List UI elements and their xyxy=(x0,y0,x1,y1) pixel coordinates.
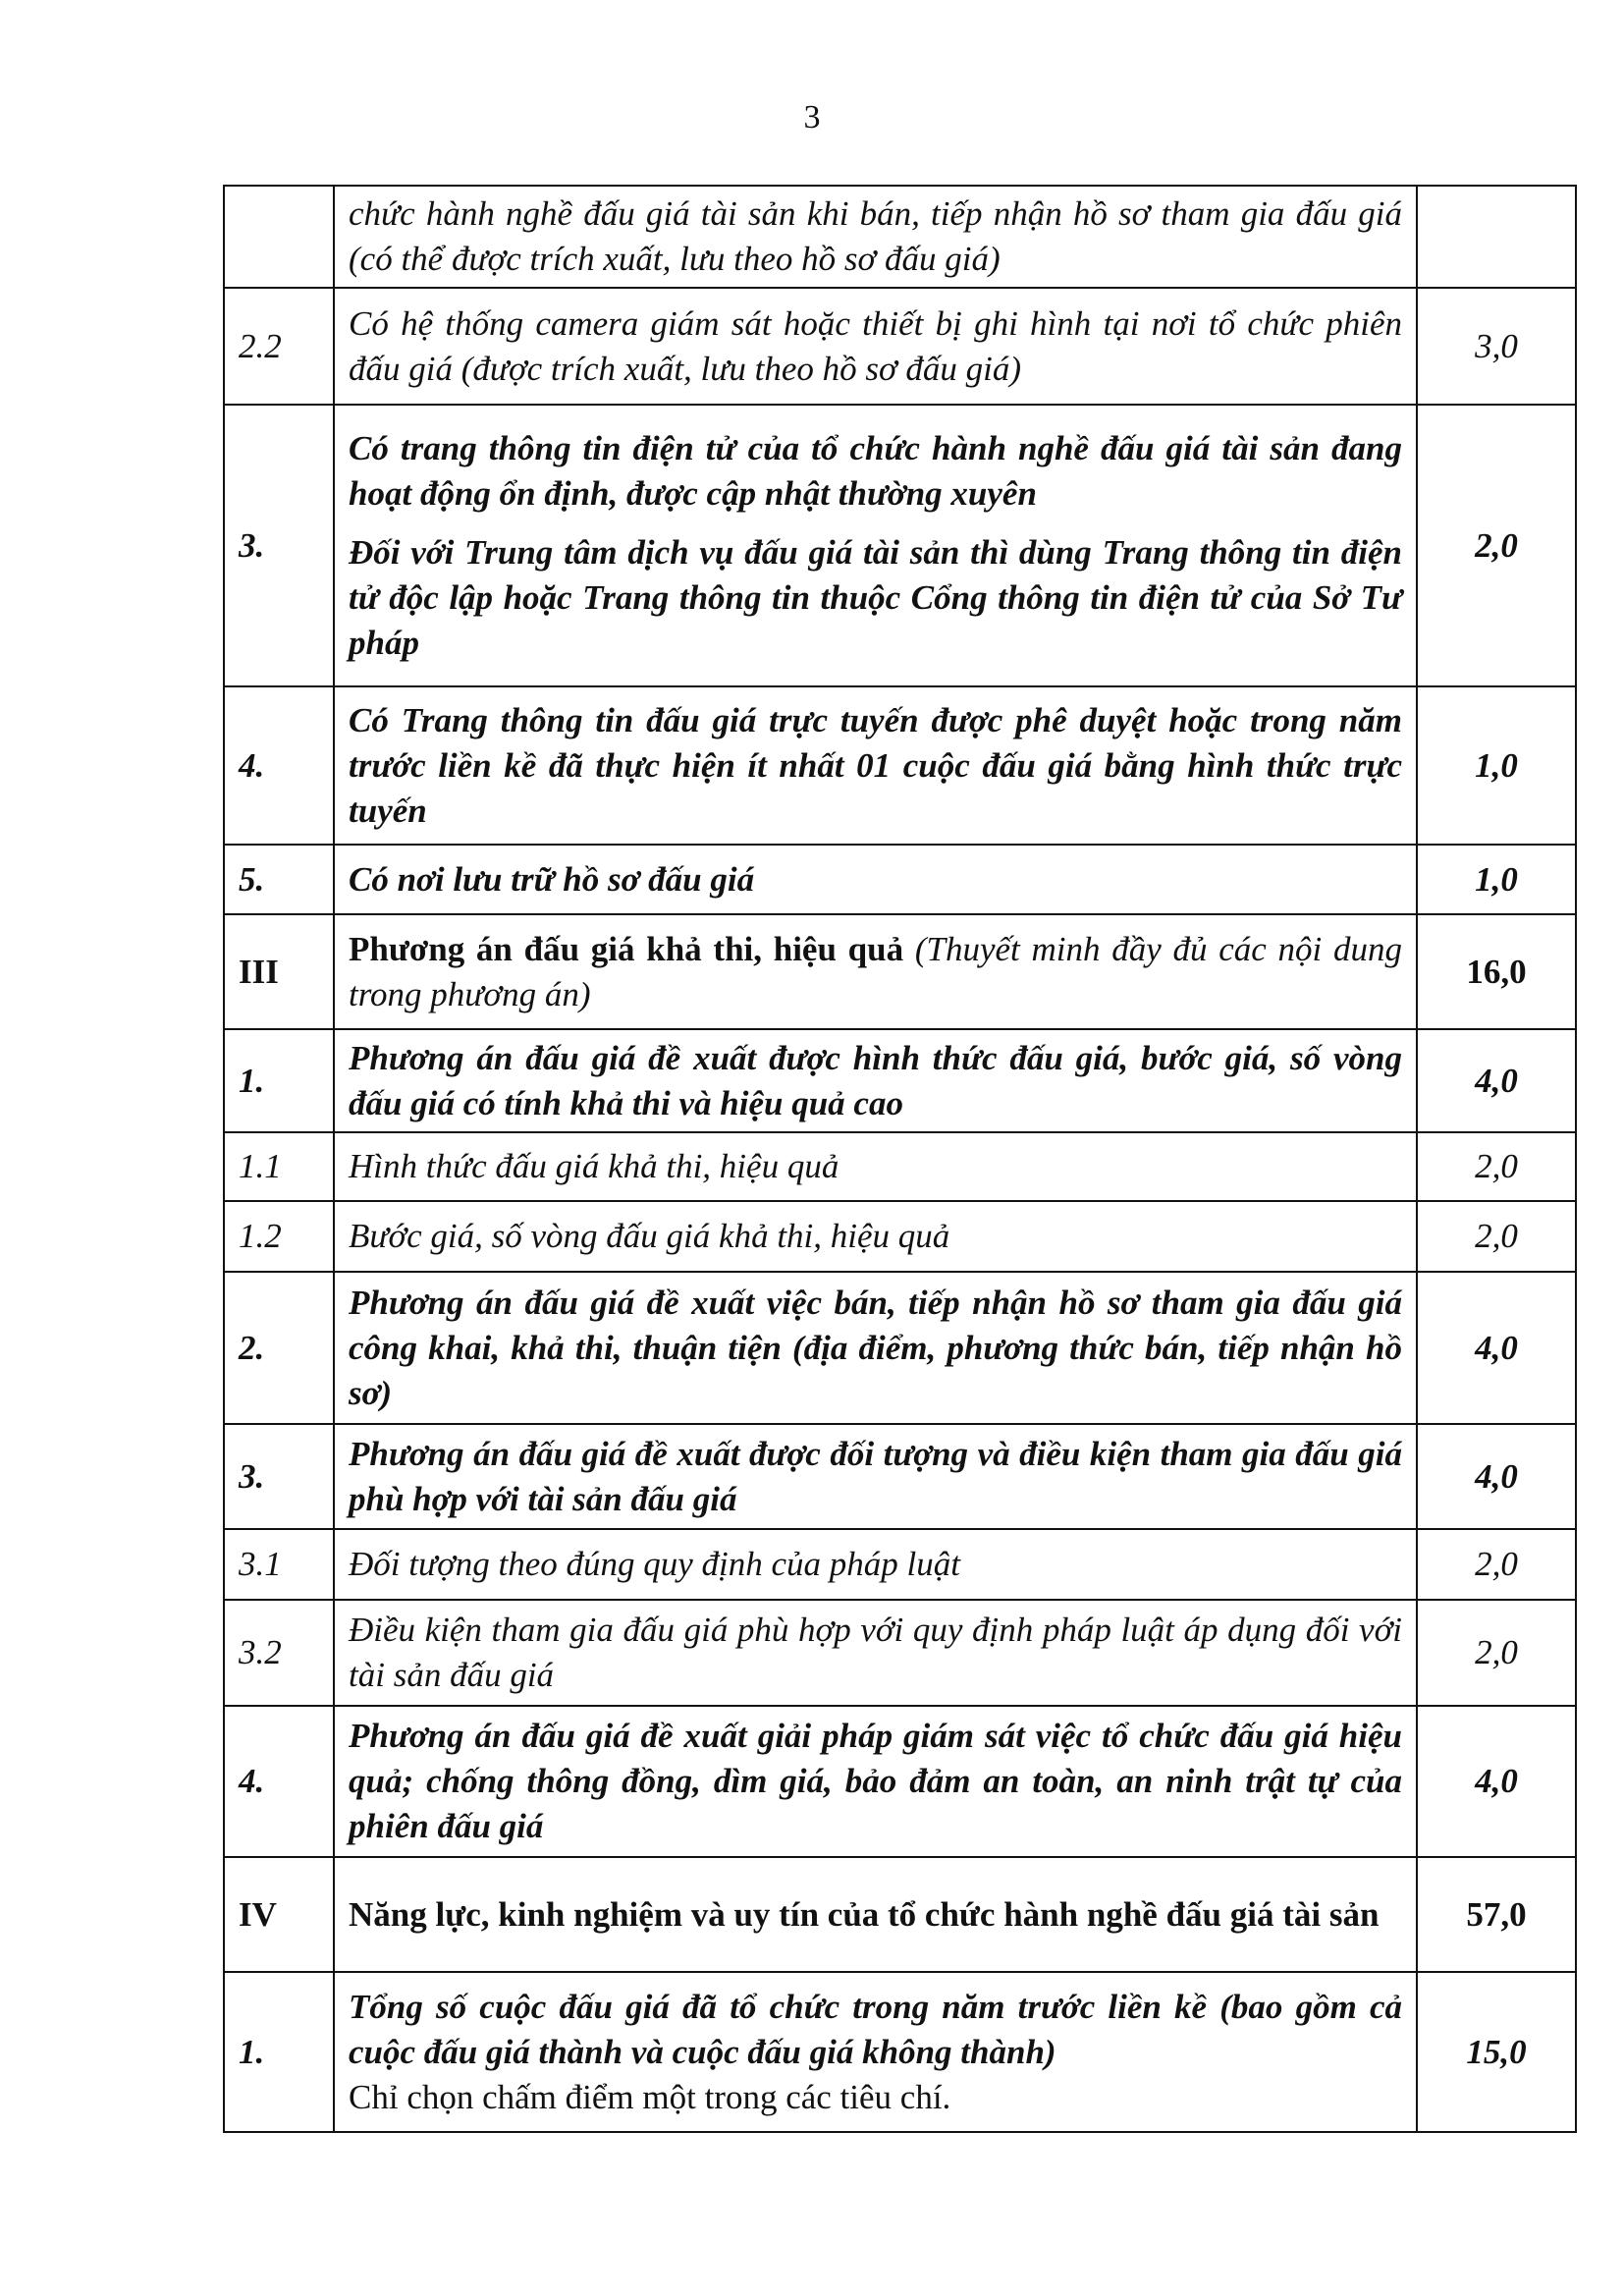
row-score: 2,0 xyxy=(1417,1600,1576,1706)
table-row xyxy=(224,914,1576,1029)
row-score: 2,0 xyxy=(1417,1529,1576,1600)
table-row xyxy=(224,1857,1576,1972)
row-number: 3.2 xyxy=(224,1600,334,1706)
row-description: Có Trang thông tin đấu giá trực tuyến được phê duyệt hoặc trong năm trước liền kề đã thực hiện ít nhất 01 cuộc đấu giá bằng hình thức trực tuyến xyxy=(334,686,1417,845)
row-description: Bước giá, số vòng đấu giá khả thi, hiệu quả xyxy=(334,1201,1417,1272)
table-row xyxy=(224,288,1576,405)
table-row xyxy=(224,186,1576,288)
criteria-table xyxy=(223,185,1577,2133)
row-description-main: Có trang thông tin điện tử của tổ chức hành nghề đấu giá tài sản đang hoạt động ổn định, được cập nhật thường xuyên xyxy=(349,428,1402,513)
row-score: 1,0 xyxy=(1417,686,1576,845)
row-number: 1. xyxy=(224,1972,334,2132)
row-number: III xyxy=(224,914,334,1029)
table-row xyxy=(224,1201,1576,1272)
table-row xyxy=(224,1529,1576,1600)
row-score: 57,0 xyxy=(1417,1857,1576,1972)
row-score: 2,0 xyxy=(1417,1132,1576,1201)
row-description: Phương án đấu giá đề xuất giải pháp giám sát việc tổ chức đấu giá hiệu quả; chống thông đồng, dìm giá, bảo đảm an toàn, an ninh trật tự của phiên đấu giá xyxy=(334,1706,1417,1857)
row-number: 3.1 xyxy=(224,1529,334,1600)
row-description: chức hành nghề đấu giá tài sản khi bán, tiếp nhận hồ sơ tham gia đấu giá (có thể được trích xuất, lưu theo hồ sơ đấu giá) xyxy=(334,186,1417,288)
row-score: 15,0 xyxy=(1417,1972,1576,2132)
row-score: 1,0 xyxy=(1417,845,1576,914)
table-row xyxy=(224,1424,1576,1529)
table-row xyxy=(224,1272,1576,1424)
row-score: 4,0 xyxy=(1417,1706,1576,1857)
row-description: Phương án đấu giá đề xuất được đối tượng và điều kiện tham gia đấu giá phù hợp với tài sản đấu giá xyxy=(334,1424,1417,1529)
row-description: Năng lực, kinh nghiệm và uy tín của tổ chức hành nghề đấu giá tài sản xyxy=(334,1857,1417,1972)
row-score: 4,0 xyxy=(1417,1424,1576,1529)
row-number: 1.1 xyxy=(224,1132,334,1201)
row-number: 3. xyxy=(224,1424,334,1529)
row-number: 4. xyxy=(224,1706,334,1857)
row-number: 1. xyxy=(224,1029,334,1132)
table-row xyxy=(224,686,1576,845)
row-description: Có hệ thống camera giám sát hoặc thiết bị ghi hình tại nơi tổ chức phiên đấu giá (được trích xuất, lưu theo hồ sơ đấu giá) xyxy=(334,288,1417,405)
row-score: 3,0 xyxy=(1417,288,1576,405)
row-description xyxy=(334,914,1417,1029)
row-number: 1.2 xyxy=(224,1201,334,1272)
row-description-main: Tổng số cuộc đấu giá đã tổ chức trong năm trước liền kề (bao gồm cả cuộc đấu giá thành và cuộc đấu giá không thành) xyxy=(349,1987,1402,2071)
table-row xyxy=(224,1706,1576,1857)
row-description: Hình thức đấu giá khả thi, hiệu quả xyxy=(334,1132,1417,1201)
row-number: IV xyxy=(224,1857,334,1972)
row-description-note: Chỉ chọn chấm điểm một trong các tiêu chí. xyxy=(349,2077,951,2116)
row-description: Có nơi lưu trữ hồ sơ đấu giá xyxy=(334,845,1417,914)
table-row xyxy=(224,1600,1576,1706)
row-number: 4. xyxy=(224,686,334,845)
table-row xyxy=(224,1029,1576,1132)
row-score xyxy=(1417,186,1576,288)
row-description-note: Đối với Trung tâm dịch vụ đấu giá tài sản thì dùng Trang thông tin điện tử độc lập hoặc Trang thông tin thuộc Cổng thông tin điện tử của Sở Tư pháp xyxy=(349,532,1402,662)
table-row xyxy=(224,405,1576,686)
row-number: 3. xyxy=(224,405,334,686)
row-number: 5. xyxy=(224,845,334,914)
row-description: Điều kiện tham gia đấu giá phù hợp với quy định pháp luật áp dụng đối với tài sản đấu giá xyxy=(334,1600,1417,1706)
row-number: 2.2 xyxy=(224,288,334,405)
row-description-note: (Thuyết minh đầy đủ các nội dung trong phương án) xyxy=(349,929,1402,1013)
row-description: Phương án đấu giá đề xuất được hình thức đấu giá, bước giá, số vòng đấu giá có tính khả thi và hiệu quả cao xyxy=(334,1029,1417,1132)
table-row xyxy=(224,845,1576,914)
row-number: 2. xyxy=(224,1272,334,1424)
row-description: Phương án đấu giá đề xuất việc bán, tiếp nhận hồ sơ tham gia đấu giá công khai, khả thi, thuận tiện (địa điểm, phương thức bán, tiếp nhận hồ sơ) xyxy=(334,1272,1417,1424)
row-score: 4,0 xyxy=(1417,1029,1576,1132)
row-description: Đối tượng theo đúng quy định của pháp luật xyxy=(334,1529,1417,1600)
row-description xyxy=(334,1972,1417,2132)
page-number: 3 xyxy=(803,99,821,136)
row-score: 4,0 xyxy=(1417,1272,1576,1424)
row-number xyxy=(224,186,334,288)
table-row xyxy=(224,1972,1576,2132)
row-score: 16,0 xyxy=(1417,914,1576,1029)
row-description-main: Phương án đấu giá khả thi, hiệu quả xyxy=(349,929,904,968)
row-description xyxy=(334,405,1417,686)
row-score: 2,0 xyxy=(1417,405,1576,686)
row-score: 2,0 xyxy=(1417,1201,1576,1272)
table-row xyxy=(224,1132,1576,1201)
